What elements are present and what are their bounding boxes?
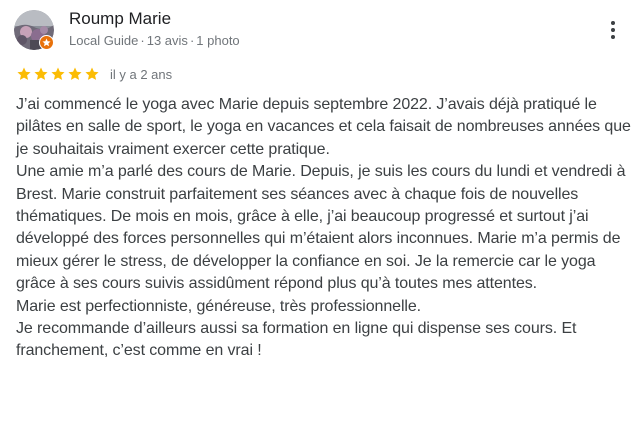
separator-dot: · [140, 33, 145, 48]
reviews-count: 13 avis [146, 33, 188, 48]
review-date: il y a 2 ans [110, 66, 173, 82]
author-meta [69, 33, 240, 48]
more-options-button[interactable] [600, 14, 626, 46]
star-icon [33, 66, 49, 82]
star-rating [16, 66, 100, 82]
star-icon [84, 66, 100, 82]
star-icon [50, 66, 66, 82]
more-vert-icon [611, 21, 615, 25]
more-vert-icon-dot [611, 35, 615, 39]
star-icon [67, 66, 83, 82]
separator-dot: · [189, 33, 195, 48]
local-guide-label: Local Guide [69, 33, 139, 48]
avatar[interactable] [14, 10, 54, 50]
star-icon [16, 66, 32, 82]
review-text: J’ai commencé le yoga avec Marie depuis septembre 2022. J’avais déjà pratiqué le pilâtes en salle de sport, le yoga en vacances et cela faisait de nombreuses années que je souhaitais vraiment exercer cette pratique. Une amie m’a parlé des cours de Marie. Depuis, je suis les cours du lundi et vendredi à Brest. Marie construit parfaitement ses séances avec à chaque fois de nouvelles thématiques. De mois en mois, grâce à elle, j’ai beaucoup progressé et surtout j’ai développé des forces personnelles qui m’étaient alors inconnues. Marie m’a permis de mieux gérer le stress, de développer la confiance en soi. Je la remercie car le yoga grâce à ses cours suivis assidûment répond plus qu’à toutes mes attentes. Marie est perfectionniste, généreuse, très professionnelle. Je recommande d’ailleurs aussi sa formation en ligne qui dispense ses cours. Et franchement, c’est comme en vrai ! [16, 96, 631, 360]
local-guide-badge-icon [39, 35, 54, 50]
rating-row [16, 64, 172, 84]
author-name[interactable]: Roump Marie [69, 9, 172, 28]
photos-count: 1 photo [196, 33, 240, 48]
more-vert-icon-dot [611, 28, 615, 32]
